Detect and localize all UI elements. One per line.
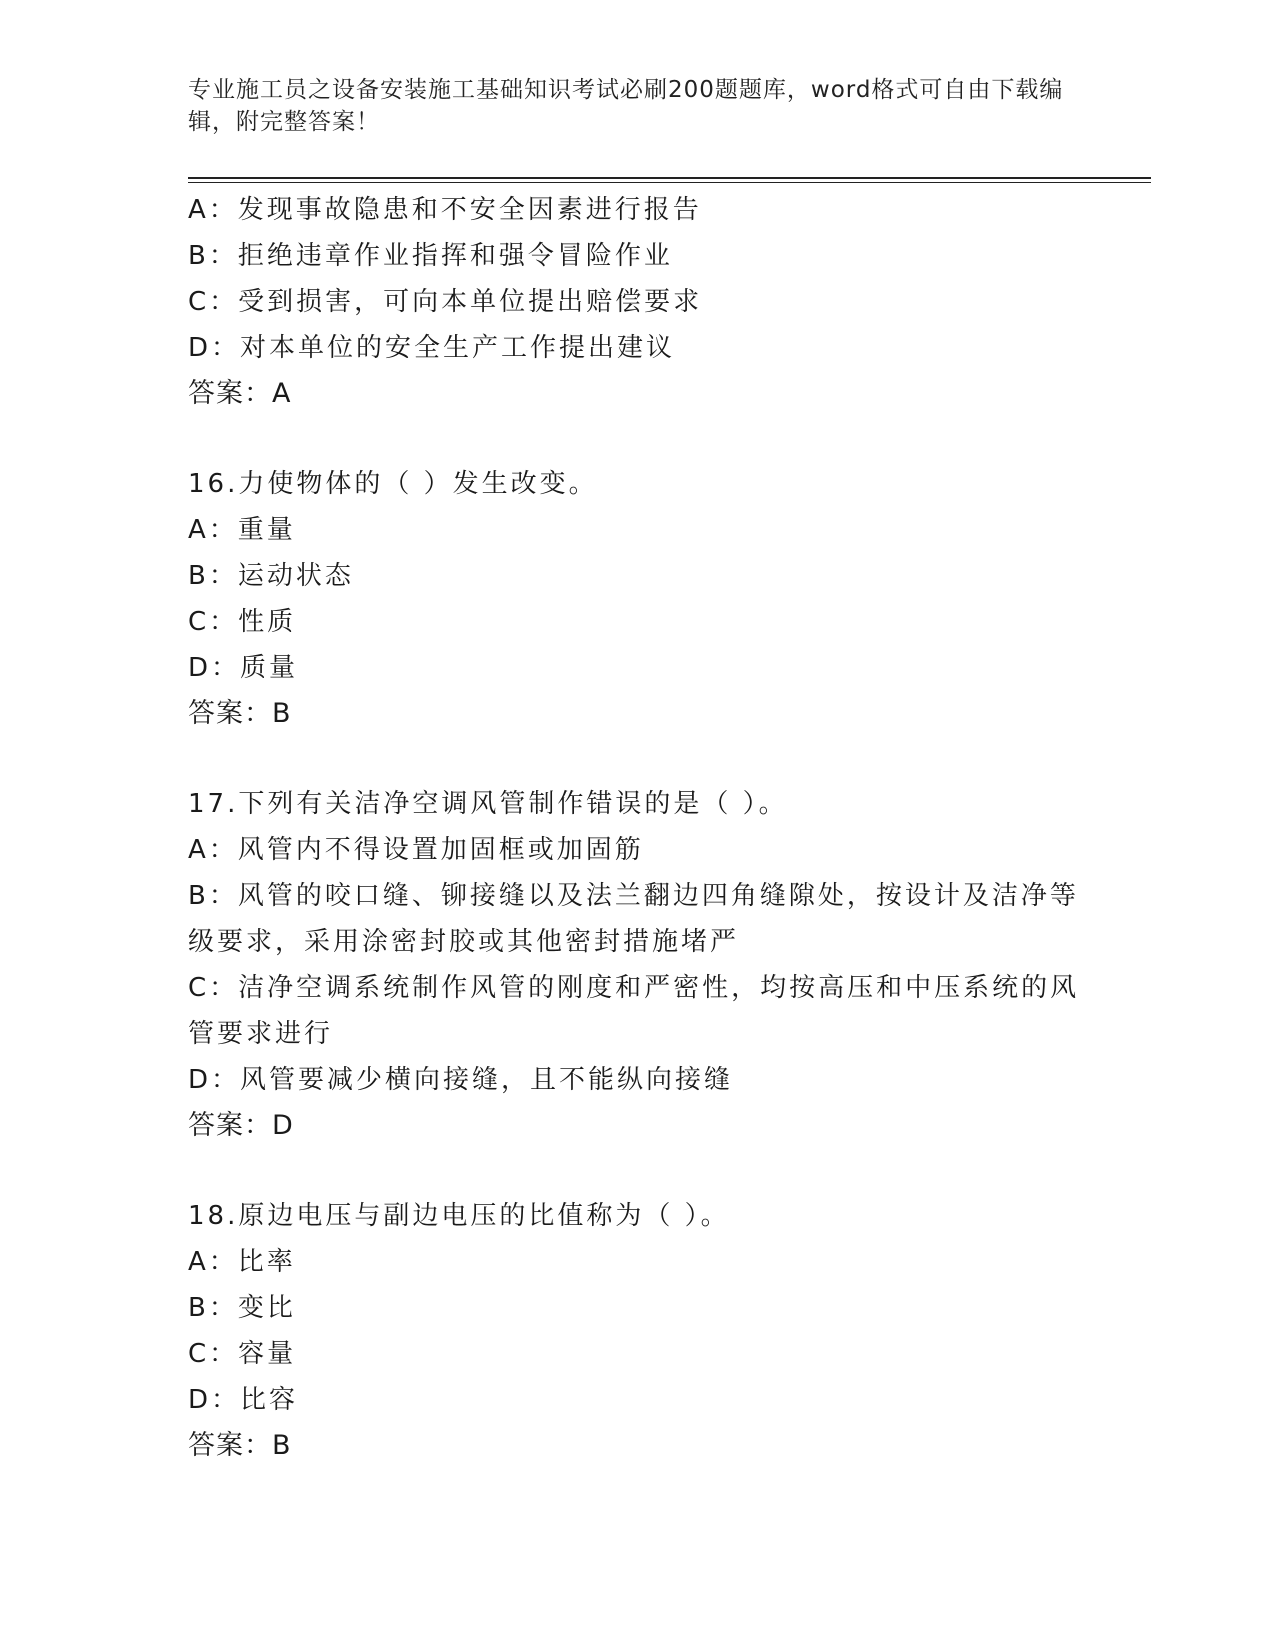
option-a: A：重量 xyxy=(188,515,296,545)
option-d: D：对本单位的安全生产工作提出建议 xyxy=(188,333,676,363)
option-b: B：运动状态 xyxy=(188,561,354,591)
question-stem: 17.下列有关洁净空调风管制作错误的是（ ）。 xyxy=(188,789,788,819)
option-b: B：变比 xyxy=(188,1293,296,1323)
question-list xyxy=(188,187,1088,1469)
header-divider xyxy=(188,177,1151,179)
option-d: D：风管要减少横向接缝，且不能纵向接缝 xyxy=(188,1065,734,1095)
question-stem: 16.力使物体的（ ）发生改变。 xyxy=(188,469,598,499)
option-a: A：风管内不得设置加固框或加固筋 xyxy=(188,835,644,865)
header-divider-thin xyxy=(188,182,1151,183)
document-title: 专业施工员之设备安装施工基础知识考试必刷200题题库，word格式可自由下载编辑，附完整答案！ xyxy=(188,77,1064,135)
answer-line: 答案：B xyxy=(188,698,292,729)
option-c: C：容量 xyxy=(188,1339,297,1369)
option-d: D：比容 xyxy=(188,1385,299,1415)
question-stem: 18.原边电压与副边电压的比值称为（ ）。 xyxy=(188,1201,730,1231)
question-16 xyxy=(188,461,1088,737)
answer-line: 答案：B xyxy=(188,1430,292,1461)
option-d: D：质量 xyxy=(188,653,299,683)
option-a: A：发现事故隐患和不安全因素进行报告 xyxy=(188,195,702,225)
option-c: C：性质 xyxy=(188,607,297,637)
option-c: C：洁净空调系统制作风管的刚度和严密性，均按高压和中压系统的风管要求进行 xyxy=(188,973,1080,1049)
answer-line: 答案：D xyxy=(188,1110,294,1141)
question-17 xyxy=(188,781,1088,1149)
question-15 xyxy=(188,187,1088,417)
question-18 xyxy=(188,1193,1088,1469)
option-b: B：风管的咬口缝、铆接缝以及法兰翻边四角缝隙处，按设计及洁净等级要求，采用涂密封胶或其他密封措施堵严 xyxy=(188,881,1079,957)
option-b: B：拒绝违章作业指挥和强令冒险作业 xyxy=(188,241,673,271)
answer-line: 答案：A xyxy=(188,378,292,409)
option-c: C：受到损害，可向本单位提出赔偿要求 xyxy=(188,287,703,317)
option-a: A：比率 xyxy=(188,1247,296,1277)
